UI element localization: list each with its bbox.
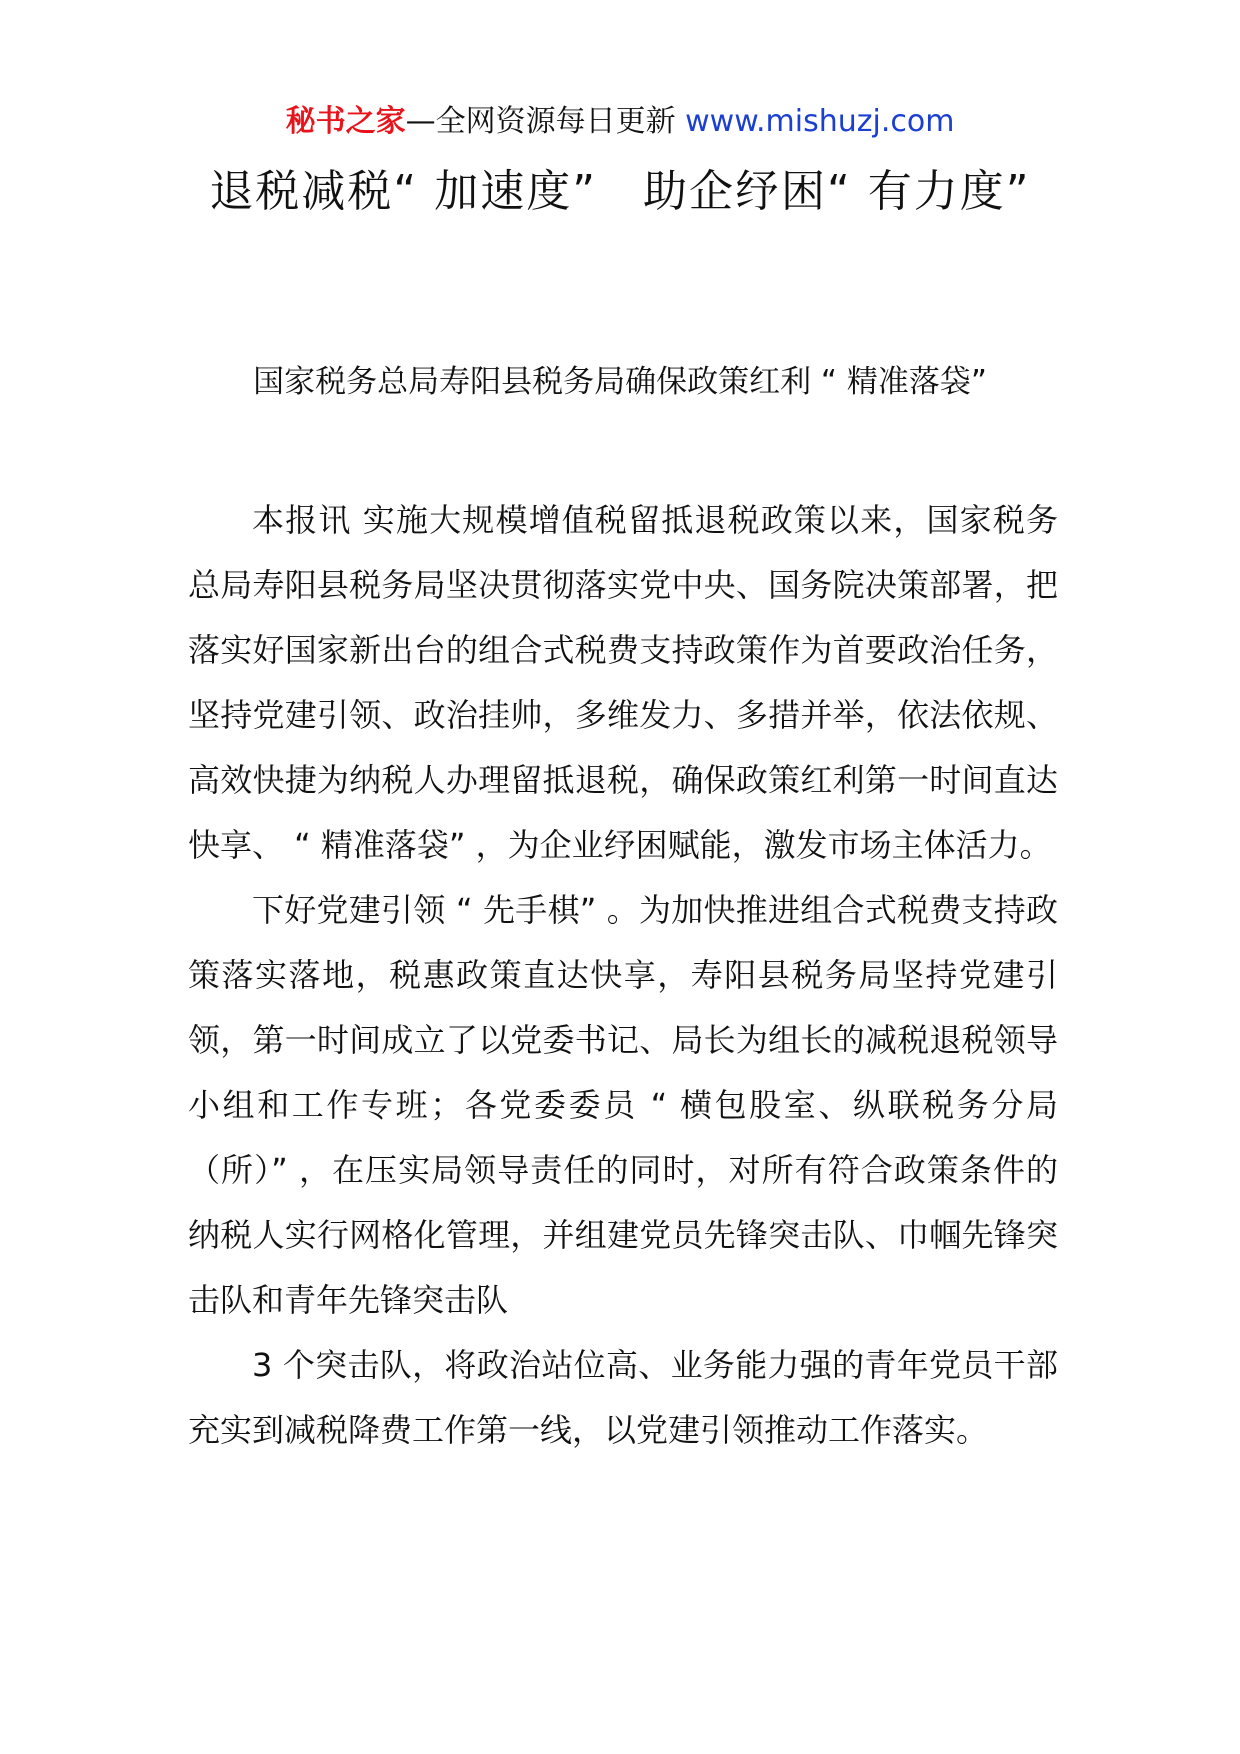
site-banner	[0, 100, 1240, 144]
site-url-link[interactable]: www.mishuzj.com	[685, 104, 955, 139]
document-subtitle: 国家税务总局寿阳县税务局确保政策红利 “ 精准落袋”	[253, 364, 987, 400]
brand-name: 秘书之家	[285, 104, 406, 139]
document-body	[188, 488, 1058, 1463]
banner-tagline: —全网资源每日更新	[405, 104, 676, 139]
body-paragraph-2: 下好党建引领 “ 先手棋” 。为加快推进组合式税费支持政策落实落地，税惠政策直达快享，寿阳县税务局坚持党建引领，第一时间成立了以党委书记、局长为组长的减税退税领导小组和工作专班；各党委委员 “ 横包股室、纵联税务分局（所）” ，在压实局领导责任的同时，对所有符合政策条件的纳税人实行网格化管理，并组建党员先锋突击队、巾帼先锋突击队和青年先锋突击队	[188, 891, 1058, 1319]
document-title: 退税减税“ 加速度” 助企纾困“ 有力度”	[209, 166, 1031, 217]
body-paragraph-1: 本报讯 实施大规模增值税留抵退税政策以来，国家税务总局寿阳县税务局坚决贯彻落实党中央、国务院决策部署，把落实好国家新出台的组合式税费支持政策作为首要政治任务，坚持党建引领、政治挂帅，多维发力、多措并举，依法依规、高效快捷为纳税人办理留抵退税，确保政策红利第一时间直达快享、 “ 精准落袋” ，为企业纾困赋能，激发市场主体活力。	[188, 501, 1058, 864]
body-paragraph-3: 3 个突击队，将政治站位高、业务能力强的青年党员干部充实到减税降费工作第一线，以党建引领推动工作落实。	[188, 1346, 1058, 1449]
